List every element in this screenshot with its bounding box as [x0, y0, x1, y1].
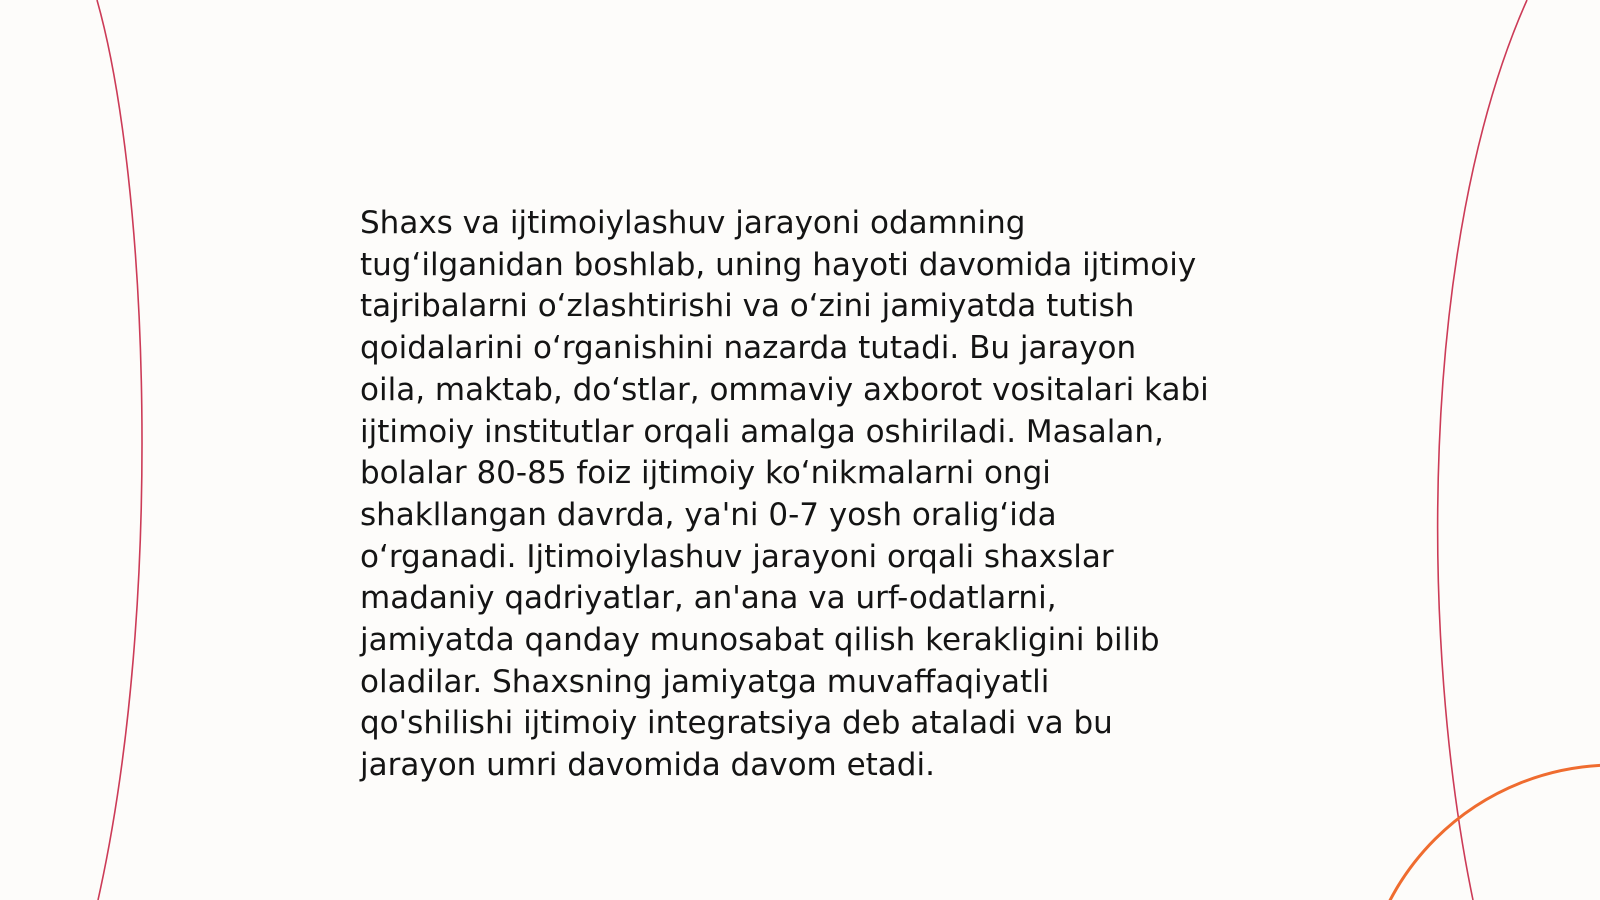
bottom-right-orange-ring	[1361, 765, 1600, 900]
left-curve-line	[97, 0, 142, 900]
right-curve-line	[1438, 0, 1527, 900]
slide-body-text: Shaxs va ijtimoiylashuv jarayoni odamning tug‘ilganidan boshlab, uning hayoti davomida ijtimoiy tajribalarni o‘zlashtirishi va o‘zini jamiyatda tutish qoidalarini o‘rganishini nazarda tutadi. Bu jarayon oila, maktab, do‘stlar, ommaviy axborot vositalari kabi ijtimoiy institutlar orqali amalga oshiriladi. Masalan, bolalar 80-85 foiz ijtimoiy ko‘nikmalarni ongi shakllangan davrda, ya'ni 0-7 yosh oralig‘ida o‘rganadi. Ijtimoiylashuv jarayoni orqali shaxslar madaniy qadriyatlar, an'ana va urf-odatlarni, jamiyatda qanday munosabat qilish kerakligini bilib oladilar. Shaxsning jamiyatga muvaffaqiyatli qo'shilishi ijtimoiy integratsiya deb ataladi va bu jarayon umri davomida davom etadi.	[360, 205, 1209, 784]
